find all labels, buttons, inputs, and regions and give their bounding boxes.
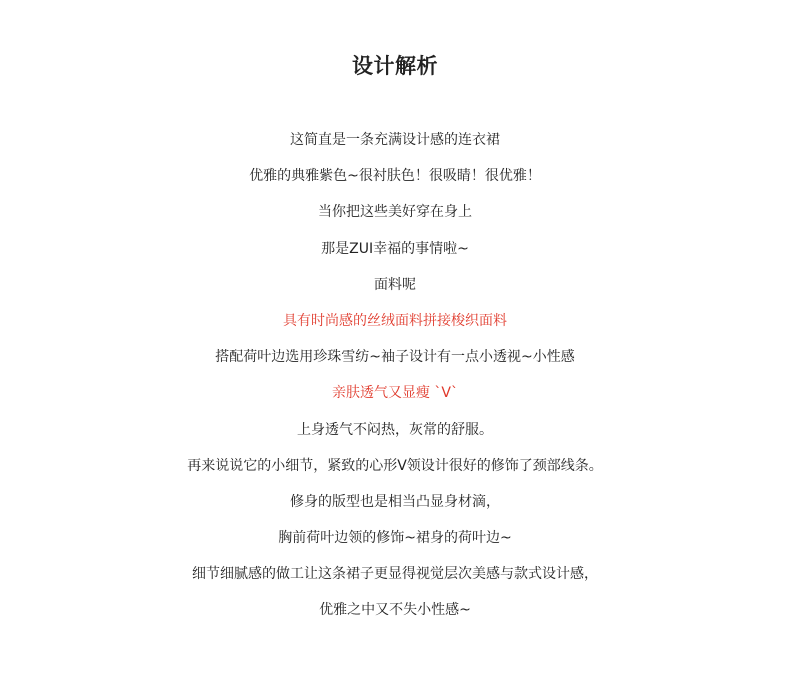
description-line: 修身的版型也是相当凸显身材滴， (290, 493, 500, 510)
description-line: 细节细腻感的做工让这条裙子更显得视觉层次美感与款式设计感， (192, 566, 598, 583)
highlight-line: 亲肤透气又显瘦 `V` (331, 385, 459, 402)
description-line: 这简直是一条充满设计感的连衣裙 (290, 132, 500, 148)
description-line: 那是ZUI幸福的事情啦~ (321, 240, 469, 257)
description-line: 搭配荷叶边选用珍珠雪纺~袖子设计有一点小透视~小性感 (215, 349, 575, 366)
description-line: 再来说说它的小细节，紧致的心形V领设计很好的修饰了颈部线条。 (187, 457, 603, 474)
description-line: 优雅的典雅紫色~很衬肤色！很吸睛！很优雅！ (249, 168, 541, 185)
description-line: 上身透气不闷热，灰常的舒服。 (297, 421, 493, 438)
description-line: 当你把这些美好穿在身上 (318, 204, 472, 221)
description-line: 优雅之中又不失小性感~ (319, 602, 471, 619)
highlight-line: 具有时尚感的丝绒面料拼接梭织面料 (283, 312, 507, 329)
description-line: 胸前荷叶边领的修饰~裙身的荷叶边~ (278, 530, 512, 547)
description-lines (0, 122, 790, 629)
page-title: 设计解析 (352, 54, 438, 79)
description-line: 面料呢 (374, 276, 416, 293)
